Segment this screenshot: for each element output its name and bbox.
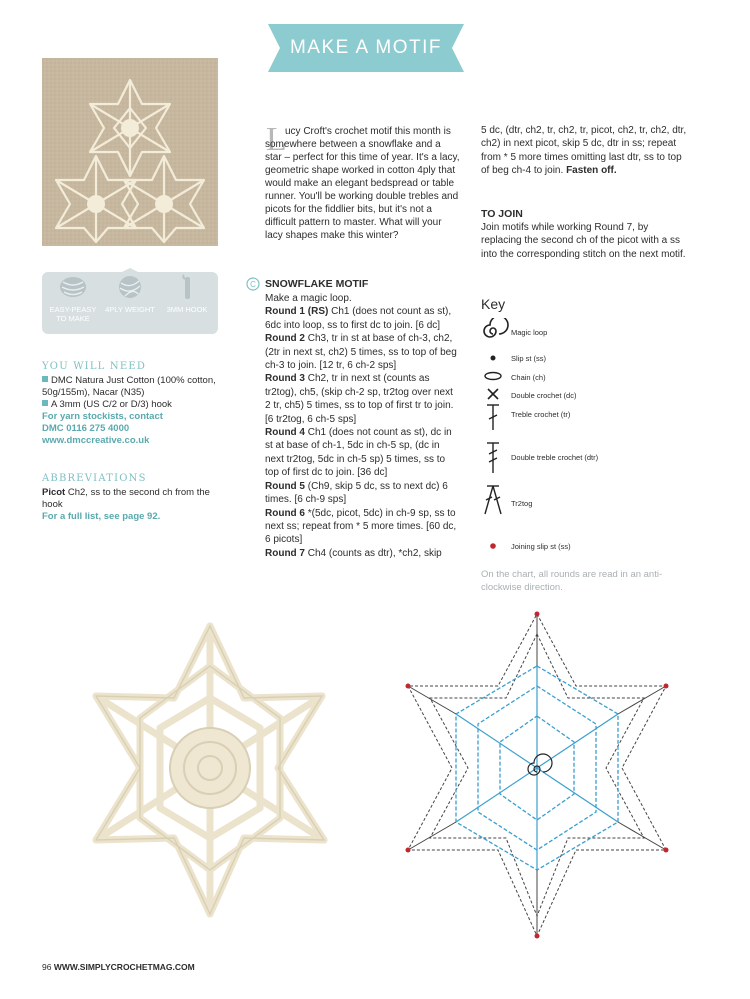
to-join-heading: TO JOIN	[481, 208, 523, 220]
pattern-rounds	[265, 292, 460, 560]
key-title: Key	[481, 296, 506, 312]
tr2tog-icon	[485, 486, 501, 514]
round-5: Round 5 (Ch9, skip 5 dc, ss to next dc) 6 times. [6 ch-9 sps]	[265, 480, 448, 506]
key-label-joining-ss: Joining slip st (ss)	[511, 542, 571, 551]
footer-website[interactable]: WWW.SIMPLYCROCHETMAG.COM	[53, 962, 195, 972]
stockist-website[interactable]: www.dmccreative.co.uk	[42, 435, 150, 446]
round-1: Round 1 (RS) Ch1 (does not count as st), 6dc into loop, ss to first dc to join. [6 dc]	[265, 306, 452, 331]
round-6: Round 6 *(5dc, picot, 5dc) in ch-9 sp, ss to next ss; repeat from * 5 more times. [60 dc, 6 picots]	[265, 507, 457, 546]
yarn-ball-icon	[101, 274, 159, 302]
treble-crochet-icon	[487, 405, 499, 430]
difficulty-badges	[42, 268, 218, 338]
stockist-phone: DMC 0116 275 4000	[42, 423, 130, 434]
key-label-dtr: Double treble crochet (dtr)	[511, 453, 599, 462]
banner-title: MAKE A MOTIF	[289, 37, 443, 58]
round-4: Round 4 Ch1 (does not count as st), dc in st at base of ch-1, 5dc in ch-5 sp, (dc in next tr2tog, 5dc in ch-5 sp) 5 times, ss to top of first dc to join. [36 dc]	[265, 427, 452, 479]
section-marker-icon	[246, 277, 260, 296]
crochet-hook-icon	[158, 274, 216, 302]
key-label-dc: Double crochet (dc)	[511, 391, 577, 400]
abbreviations-list	[42, 487, 218, 523]
badge-hook: 3MM HOOK	[158, 274, 216, 314]
round-3: Round 3 Ch2, tr in next st (counts as tr2tog), ch5, (skip ch-2 sp, tr2tog over next 2 tr, ch5) 5 times, ss to top of first tr to join. [6 tr2tog, 6 ch-5 sps]	[265, 373, 454, 425]
drop-cap: L	[266, 121, 287, 158]
magic-loop-icon	[484, 318, 508, 337]
fasten-off: Fasten off.	[566, 165, 617, 177]
yarn-skein-icon	[44, 274, 102, 302]
badge-weight: 4PLY WEIGHT	[101, 274, 159, 314]
section-banner	[268, 24, 464, 72]
chain-icon	[485, 373, 501, 380]
double-treble-icon	[487, 443, 499, 473]
motif-photo	[42, 58, 218, 246]
stockists-text: For yarn stockists, contact	[42, 411, 163, 422]
slip-stitch-icon	[491, 356, 496, 361]
chart-note: On the chart, all rounds are read in an anti-clockwise direction.	[481, 569, 663, 593]
chart-key	[481, 318, 691, 558]
material-item: DMC Natura Just Cotton (100% cotton, 50g/155m), Nacar (N35)	[42, 375, 216, 398]
key-label-magic-loop: Magic loop	[511, 328, 548, 337]
pattern-intro: Make a magic loop.	[265, 293, 352, 304]
full-list-link[interactable]: For a full list, see page 92.	[42, 511, 161, 522]
picot-definition: Ch2, ss to the second ch from the hook	[42, 487, 210, 510]
abbreviations-title: ABBREVIATIONS	[42, 473, 147, 484]
key-label-tr2tog: Tr2tog	[511, 499, 533, 508]
page-footer	[42, 962, 195, 972]
svg-text:C: C	[250, 280, 256, 289]
key-label-tr: Treble crochet (tr)	[511, 410, 571, 419]
double-crochet-icon	[488, 389, 498, 399]
motif-closeup-photo	[40, 608, 380, 948]
joining-slip-stitch-icon	[490, 543, 496, 549]
round-7: Round 7 Ch4 (counts as dtr), *ch2, skip	[265, 547, 442, 559]
round-7-continued: 5 dc, (dtr, ch2, tr, ch2, tr, picot, ch2, tr, ch2, dtr, ch2) in next picot, skip 5 dc, dtr in ss; repeat from * 5 more times omitting last dtr, ss to top of beg ch-4 to join. Fasten off.	[481, 125, 687, 177]
key-label-chain: Chain (ch)	[511, 373, 546, 382]
page-number: 96	[42, 962, 52, 972]
intro-paragraph: ucy Croft's crochet motif this month is somewhere between a snowflake and a star – perfect for this time of year. It's a lacy, geometric shape worked in cotton 4ply that would make an elegant bedspread or table runner. You'll be working double trebles and picots for the fiddlier bits, but it's not a difficult pattern to master. What will your lacy shapes make this winter?	[265, 126, 460, 241]
materials-list	[42, 375, 218, 447]
material-item: A 3mm (US C/2 or D/3) hook	[42, 399, 218, 411]
snowflake-heading: SNOWFLAKE MOTIF	[265, 278, 369, 290]
crochet-chart	[388, 606, 686, 946]
you-will-need-title: YOU WILL NEED	[42, 361, 147, 372]
to-join-text: Join motifs while working Round 7, by replacing the second ch of the picot with a ss into the corresponding stitch on the next motif.	[481, 222, 686, 260]
round-2: Round 2 Ch3, tr in st at base of ch-3, ch2, (2tr in next st, ch2) 5 times, ss to top of beg ch-3 to join. [12 tr, 6 ch-2 sps]	[265, 333, 457, 372]
picot-term: Picot	[42, 487, 66, 498]
key-label-slip-st: Slip st (ss)	[511, 354, 547, 363]
badge-easy: EASY-PEASY TO MAKE	[44, 274, 102, 323]
